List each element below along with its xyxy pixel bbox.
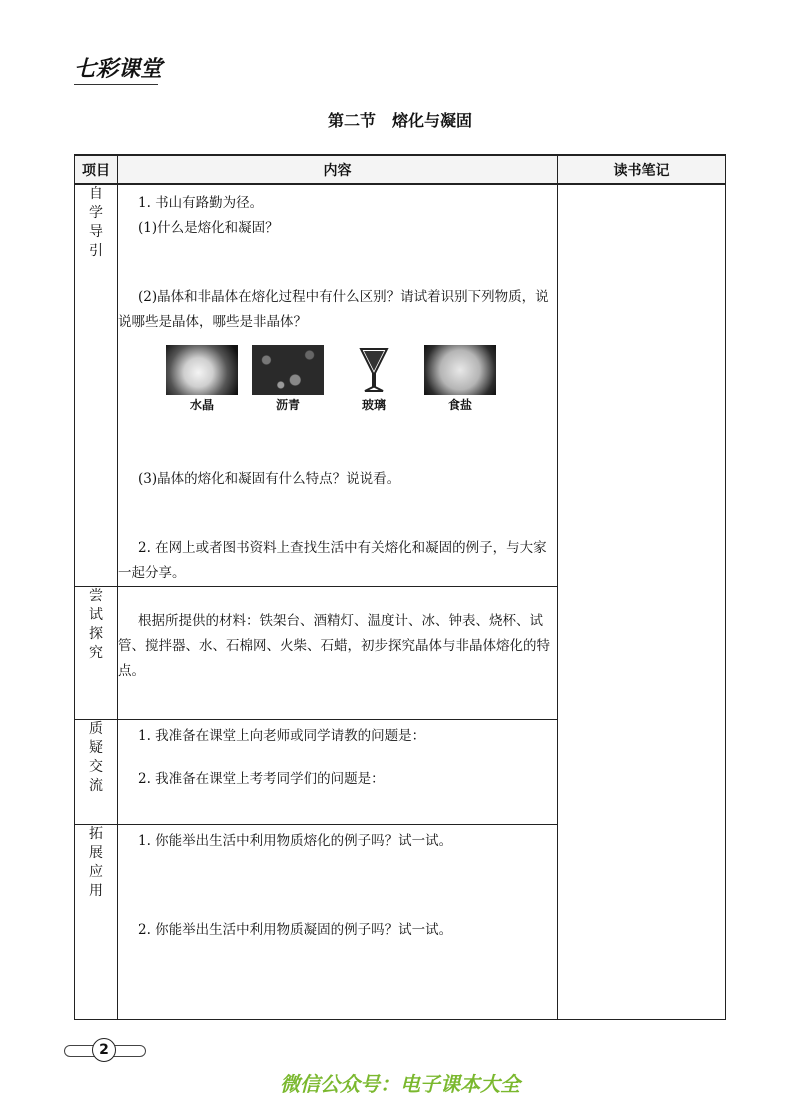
- material-images: [166, 345, 557, 415]
- image-item: [424, 345, 496, 415]
- paragraph: (3)晶体的熔化和凝固有什么特点？说说看。: [138, 471, 401, 487]
- row-label-self-study: 自 学 导 引: [75, 184, 118, 587]
- page-number: 2: [92, 1038, 116, 1062]
- section-title: 第二节 熔化与凝固: [327, 111, 472, 130]
- table-row: [75, 184, 726, 587]
- image-item: [338, 345, 410, 415]
- paragraph: (1)什么是熔化和凝固？: [138, 220, 279, 236]
- image-caption: 水晶: [189, 398, 214, 412]
- row-content-apply: [118, 825, 558, 1020]
- row-content-self-study: [118, 184, 558, 587]
- paragraph: 根据所提供的材料：铁架台、酒精灯、温度计、冰、钟表、烧杯、试管、搅拌器、水、石棉网、火柴、石蜡，初步探究晶体与非晶体熔化的特点。: [118, 613, 550, 679]
- glass-image: [338, 345, 410, 395]
- salt-image: [424, 345, 496, 395]
- image-item: [252, 345, 324, 415]
- study-table: [74, 154, 726, 1020]
- table-header-row: [75, 155, 726, 184]
- paragraph: 1. 你能举出生活中利用物质熔化的例子吗？试一试。: [138, 833, 453, 849]
- image-caption: 食盐: [447, 398, 472, 412]
- paragraph: 1. 我准备在课堂上向老师或同学请教的问题是：: [138, 728, 426, 744]
- column-header-content: 内容: [118, 155, 558, 184]
- paragraph: 2. 我准备在课堂上考考同学们的问题是：: [138, 771, 385, 787]
- row-content-explore: [118, 587, 558, 720]
- brand-logo: 七彩课堂: [74, 57, 163, 82]
- asphalt-image: [252, 345, 324, 395]
- paragraph: 2. 在网上或者图书资料上查找生活中有关熔化和凝固的例子，与大家一起分享。: [118, 540, 547, 581]
- paragraph: 1. 书山有路勤为径。: [138, 195, 264, 211]
- page-number-badge: [64, 1041, 144, 1059]
- row-label-apply: 拓 展 应 用: [75, 825, 118, 1020]
- row-label-explore: 尝 试 探 究: [75, 587, 118, 720]
- image-caption: 玻璃: [361, 398, 386, 412]
- column-header-notes: 读书笔记: [558, 155, 726, 184]
- brand-underline: [74, 84, 158, 85]
- crystal-image: [166, 345, 238, 395]
- paragraph: 2. 你能举出生活中利用物质凝固的例子吗？试一试。: [138, 922, 453, 938]
- image-caption: 沥青: [275, 398, 300, 412]
- watermark-text: 微信公众号：电子课本大全: [280, 1072, 520, 1096]
- row-content-question: [118, 720, 558, 825]
- notes-column: [558, 184, 726, 1020]
- column-header-item: 项目: [75, 155, 118, 184]
- image-item: [166, 345, 238, 415]
- paragraph: (2)晶体和非晶体在熔化过程中有什么区别？请试着识别下列物质，说说哪些是晶体，哪些是非晶体？: [118, 289, 549, 330]
- row-label-question: 质 疑 交 流: [75, 720, 118, 825]
